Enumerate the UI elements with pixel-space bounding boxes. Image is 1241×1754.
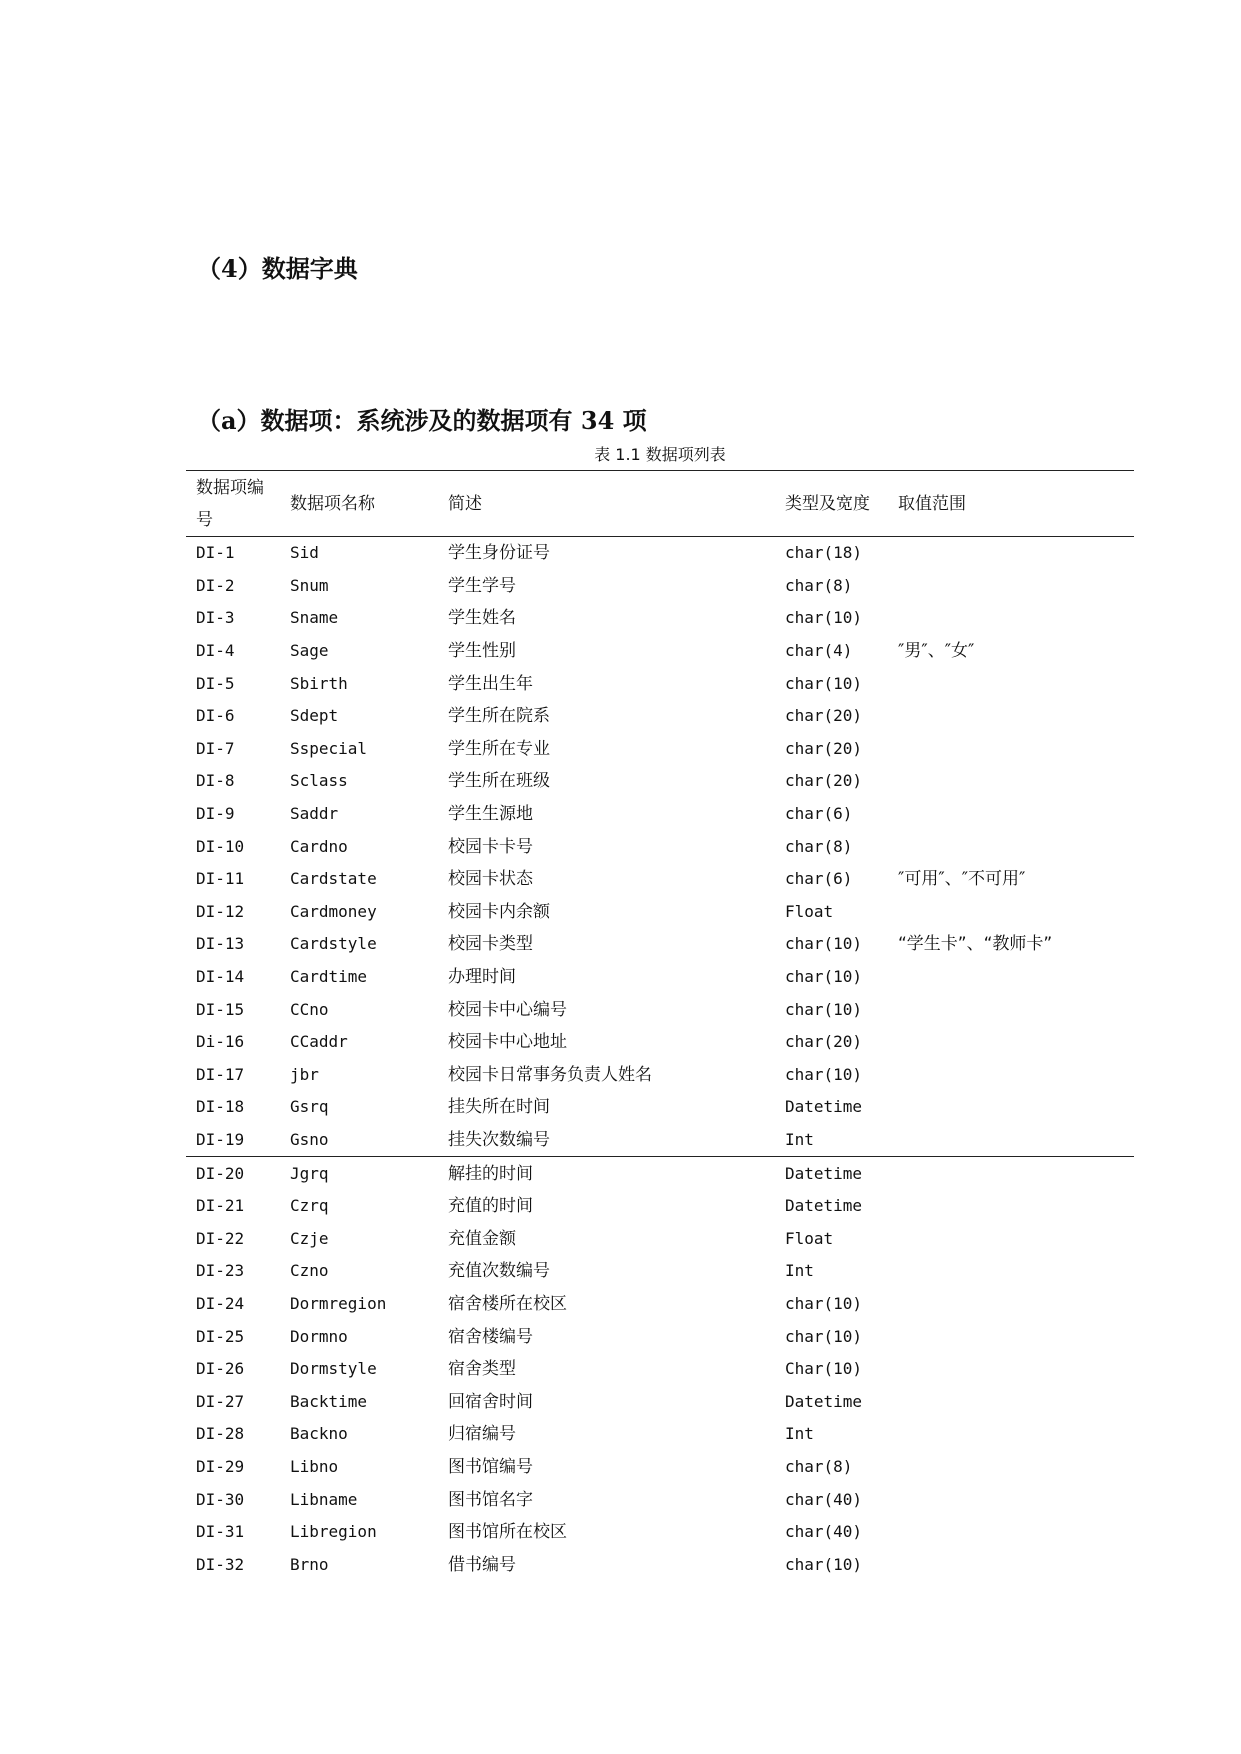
type-width-cell: Datetime [785, 1196, 863, 1216]
header-value-range: 取值范围 [888, 471, 1134, 537]
type-width-cell: Float [785, 1228, 834, 1248]
header-description: 简述 [438, 471, 775, 537]
description-cell: 校园卡中心地址 [448, 1032, 567, 1053]
type-width-cell: char(10) [785, 1554, 863, 1574]
description-cell: 宿舍类型 [448, 1359, 516, 1380]
type-width-cell: char(10) [785, 934, 863, 954]
value-range-cell: “学生卡”、“教师卡” [898, 934, 1053, 955]
type-width-cell: char(6) [785, 869, 853, 889]
value-range-cell [888, 1124, 1134, 1157]
value-range-cell [888, 602, 1134, 635]
table-row [186, 1353, 1134, 1386]
description-cell: 回宿舍时间 [448, 1391, 533, 1412]
item-name-cell: Backno [290, 1424, 348, 1444]
type-width-cell: Datetime [775, 1157, 888, 1190]
table-row [186, 798, 1134, 831]
table-row [186, 570, 1134, 603]
item-name-cell: Libno [290, 1456, 339, 1476]
type-width-cell: Int [785, 1261, 814, 1281]
table-row [186, 667, 1134, 700]
table-row [186, 1516, 1134, 1549]
section-heading: （4）数据字典 [197, 254, 358, 283]
type-width-cell: char(8) [785, 1456, 853, 1476]
item-name-cell: Sbirth [290, 673, 348, 693]
item-name-cell: CCno [290, 999, 329, 1019]
value-range-cell [888, 1157, 1134, 1190]
item-name-cell: Sspecial [290, 738, 368, 758]
header-type-width: 类型及宽度 [775, 471, 888, 537]
type-width-cell: char(10) [785, 1064, 863, 1084]
type-width-cell: char(10) [785, 608, 863, 628]
item-id-cell: DI-32 [196, 1554, 245, 1574]
item-name-cell: Gsrq [290, 1097, 329, 1117]
item-id-cell: DI-17 [196, 1064, 245, 1084]
description-cell: 借书编号 [448, 1554, 516, 1575]
item-id-cell: DI-4 [196, 641, 235, 661]
value-range-cell [888, 798, 1134, 831]
item-id-cell: DI-6 [196, 706, 235, 726]
table-row [186, 1124, 1134, 1157]
item-name-cell: Sclass [290, 771, 348, 791]
table-row [186, 1190, 1134, 1223]
table-header [186, 471, 1134, 537]
description-cell: 图书馆编号 [448, 1456, 533, 1477]
value-range-cell [888, 961, 1134, 994]
item-name-cell: Gsno [290, 1129, 329, 1149]
description-cell: 学生所在班级 [448, 771, 550, 792]
table-row [186, 733, 1134, 766]
value-range-cell [888, 667, 1134, 700]
item-name-cell: Sname [290, 608, 339, 628]
description-cell: 校园卡中心编号 [448, 999, 567, 1020]
value-range-cell [888, 1222, 1134, 1255]
item-id-cell: DI-30 [196, 1489, 245, 1509]
description-cell: 校园卡类型 [448, 934, 533, 955]
item-name-cell: Cardstyle [290, 934, 377, 954]
table-row [186, 1157, 1134, 1190]
value-range-cell: ″可用″、″不可用″ [898, 869, 1026, 890]
table-row [186, 1451, 1134, 1484]
type-width-cell: char(20) [785, 771, 863, 791]
value-range-cell [888, 1516, 1134, 1549]
item-id-cell: DI-25 [196, 1326, 245, 1346]
value-range-cell [888, 700, 1134, 733]
header-item-id: 数据项编号 [186, 471, 280, 537]
item-id-cell: DI-24 [196, 1293, 245, 1313]
value-range-cell [888, 1255, 1134, 1288]
value-range-cell [888, 537, 1134, 570]
item-name-cell: Dormregion [290, 1293, 387, 1313]
item-id-cell: DI-2 [196, 575, 235, 595]
description-cell: 挂失所在时间 [448, 1097, 550, 1118]
header-item-name: 数据项名称 [280, 471, 438, 537]
description-cell: 归宿编号 [448, 1424, 516, 1445]
item-name-cell: Czrq [290, 1196, 329, 1216]
type-width-cell: char(18) [785, 543, 863, 563]
description-cell: 充值的时间 [448, 1196, 533, 1217]
table-row [186, 1548, 1134, 1581]
table-row [186, 1026, 1134, 1059]
value-range-cell [888, 1091, 1134, 1124]
table-row [186, 1255, 1134, 1288]
type-width-cell: char(20) [785, 738, 863, 758]
description-cell: 解挂的时间 [438, 1157, 775, 1190]
type-width-cell: char(8) [785, 836, 853, 856]
table-row [186, 537, 1134, 570]
item-id-cell: DI-10 [196, 836, 245, 856]
item-name-cell: Cardtime [290, 967, 368, 987]
description-cell: 校园卡内余额 [448, 901, 550, 922]
type-width-cell: char(10) [785, 1326, 863, 1346]
description-cell: 学生姓名 [448, 608, 516, 629]
value-range-cell [888, 1385, 1134, 1418]
item-name-cell: Libname [290, 1489, 358, 1509]
table-caption: 表 1.1 数据项列表 [594, 445, 726, 464]
item-name-cell: Brno [290, 1554, 329, 1574]
table-row [186, 1385, 1134, 1418]
type-width-cell: char(40) [785, 1489, 863, 1509]
item-id-cell: DI-3 [196, 608, 235, 628]
item-id-cell: DI-7 [196, 738, 235, 758]
item-name-cell: Czno [290, 1261, 329, 1281]
item-id-cell: DI-20 [186, 1157, 280, 1190]
type-width-cell: char(10) [785, 999, 863, 1019]
value-range-cell [888, 1190, 1134, 1223]
item-id-cell: DI-9 [196, 804, 235, 824]
description-cell: 图书馆所在校区 [448, 1522, 567, 1543]
description-cell: 宿舍楼所在校区 [448, 1293, 567, 1314]
item-name-cell: Cardmoney [290, 901, 377, 921]
value-range-cell [888, 733, 1134, 766]
type-width-cell: Float [785, 901, 834, 921]
value-range-cell [888, 1059, 1134, 1092]
type-width-cell: Int [785, 1424, 814, 1444]
item-id-cell: DI-19 [196, 1129, 245, 1149]
table-row [186, 830, 1134, 863]
description-cell: 学生性别 [448, 641, 516, 662]
item-name-cell: Dormstyle [290, 1359, 377, 1379]
item-name-cell: Libregion [290, 1522, 377, 1542]
description-cell: 宿舍楼编号 [448, 1326, 533, 1347]
item-name-cell: Saddr [290, 804, 339, 824]
description-cell: 校园卡卡号 [448, 836, 533, 857]
description-cell: 学生身份证号 [448, 543, 550, 564]
item-name-cell: Snum [290, 575, 329, 595]
table-row [186, 961, 1134, 994]
type-width-cell: char(10) [785, 673, 863, 693]
type-width-cell: char(40) [785, 1522, 863, 1542]
item-id-cell: DI-23 [196, 1261, 245, 1281]
description-cell: 挂失次数编号 [448, 1129, 550, 1150]
value-range-cell [888, 1353, 1134, 1386]
value-range-cell [888, 1418, 1134, 1451]
description-cell: 校园卡日常事务负责人姓名 [448, 1064, 652, 1085]
value-range-cell [888, 1026, 1134, 1059]
item-id-cell: DI-26 [196, 1359, 245, 1379]
description-cell: 学生生源地 [448, 804, 533, 825]
table-row [186, 700, 1134, 733]
description-cell: 充值次数编号 [448, 1261, 550, 1282]
item-id-cell: DI-29 [196, 1456, 245, 1476]
type-width-cell: char(8) [785, 575, 853, 595]
type-width-cell: char(6) [785, 804, 853, 824]
table-row [186, 1059, 1134, 1092]
type-width-cell: Datetime [785, 1391, 863, 1411]
value-range-cell: ″男″、″女″ [898, 641, 975, 662]
value-range-cell [888, 765, 1134, 798]
item-id-cell: DI-1 [196, 543, 235, 563]
table-row [186, 1222, 1134, 1255]
description-cell: 校园卡状态 [448, 869, 533, 890]
item-name-cell: Sdept [290, 706, 339, 726]
item-name-cell: Cardstate [290, 869, 377, 889]
type-width-cell: Datetime [785, 1097, 863, 1117]
item-id-cell: DI-14 [196, 967, 245, 987]
table-row [186, 1091, 1134, 1124]
value-range-cell [888, 1320, 1134, 1353]
table-row [186, 1483, 1134, 1516]
value-range-cell [888, 1288, 1134, 1321]
value-range-cell [888, 1483, 1134, 1516]
table-row [186, 896, 1134, 929]
type-width-cell: char(4) [785, 641, 853, 661]
table-row [186, 1320, 1134, 1353]
item-id-cell: DI-11 [196, 869, 245, 889]
item-name-cell: CCaddr [290, 1032, 348, 1052]
table-row [186, 635, 1134, 668]
table-row [186, 928, 1134, 961]
description-cell: 充值金额 [448, 1228, 516, 1249]
header-row [186, 471, 1134, 537]
description-cell: 办理时间 [448, 967, 516, 988]
item-id-cell: DI-15 [196, 999, 245, 1019]
table-row [186, 993, 1134, 1026]
table-row [186, 1288, 1134, 1321]
item-name-cell: Cardno [290, 836, 348, 856]
value-range-cell [888, 993, 1134, 1026]
description-cell: 图书馆名字 [448, 1489, 533, 1510]
item-name-cell: Sid [290, 543, 319, 563]
item-name-cell: Backtime [290, 1391, 368, 1411]
type-width-cell: char(20) [785, 706, 863, 726]
value-range-cell [888, 570, 1134, 603]
item-id-cell: DI-13 [196, 934, 245, 954]
table-row [186, 765, 1134, 798]
type-width-cell: Int [785, 1129, 814, 1149]
type-width-cell: char(20) [785, 1032, 863, 1052]
description-cell: 学生学号 [448, 575, 516, 596]
subsection-heading: （a）数据项：系统涉及的数据项有 34 项 [197, 406, 647, 435]
type-width-cell: char(10) [785, 1293, 863, 1313]
table-row [186, 602, 1134, 635]
table-row [186, 863, 1134, 896]
value-range-cell [888, 1548, 1134, 1581]
item-name-cell: Sage [290, 641, 329, 661]
type-width-cell: char(10) [785, 967, 863, 987]
item-id-cell: Di-16 [196, 1032, 245, 1052]
item-name-cell: jbr [290, 1064, 319, 1084]
type-width-cell: Char(10) [785, 1359, 863, 1379]
item-id-cell: DI-21 [196, 1196, 245, 1216]
item-name-cell: Dormno [290, 1326, 348, 1346]
data-item-table [186, 470, 1134, 1581]
item-id-cell: DI-5 [196, 673, 235, 693]
description-cell: 学生出生年 [448, 673, 533, 694]
description-cell: 学生所在专业 [448, 738, 550, 759]
item-name-cell: Czje [290, 1228, 329, 1248]
item-id-cell: DI-12 [196, 901, 245, 921]
description-cell: 学生所在院系 [448, 706, 550, 727]
value-range-cell [888, 896, 1134, 929]
item-id-cell: DI-18 [196, 1097, 245, 1117]
item-id-cell: DI-28 [196, 1424, 245, 1444]
item-id-cell: DI-27 [196, 1391, 245, 1411]
item-id-cell: DI-31 [196, 1522, 245, 1542]
table-body [186, 537, 1134, 1582]
value-range-cell [888, 830, 1134, 863]
item-id-cell: DI-8 [196, 771, 235, 791]
value-range-cell [888, 1451, 1134, 1484]
item-id-cell: DI-22 [196, 1228, 245, 1248]
item-name-cell: Jgrq [280, 1157, 438, 1190]
table-row [186, 1418, 1134, 1451]
